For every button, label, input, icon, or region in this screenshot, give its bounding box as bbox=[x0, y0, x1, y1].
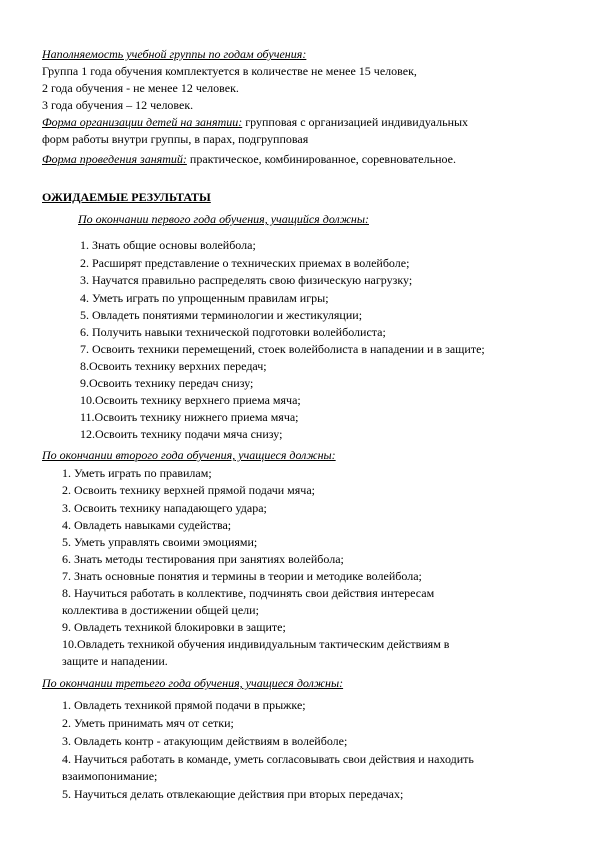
year3-item: 2. Уметь принимать мяч от сетки; bbox=[62, 716, 234, 730]
year2-item: 9. Овладеть техникой блокировки в защите; bbox=[62, 620, 286, 634]
results-title: ОЖИДАЕМЫЕ РЕЗУЛЬТАТЫ bbox=[42, 190, 211, 204]
year1-item: 1. Знать общие основы волейбола; bbox=[80, 238, 256, 252]
group-line-1: Группа 1 года обучения комплектуется в количестве не менее 15 человек, bbox=[42, 64, 417, 78]
year2-item-continuation: защите и нападении. bbox=[62, 654, 168, 668]
year2-item: 2. Освоить технику верхней прямой подачи мяча; bbox=[62, 483, 315, 497]
org-form-label: Форма организации детей на занятии: bbox=[42, 115, 243, 129]
year2-item: 1. Уметь играть по правилам; bbox=[62, 466, 212, 480]
year1-item: 2. Расширят представление о технических приемах в волейболе; bbox=[80, 256, 410, 270]
year3-item: 4. Научиться работать в команде, уметь согласовывать свои действия и находить bbox=[62, 752, 474, 766]
year1-item: 11.Освоить технику нижнего приема мяча; bbox=[80, 410, 299, 424]
year2-item: 10.Овладеть техникой обучения индивидуальным тактическим действиям в bbox=[62, 637, 450, 651]
year3-item: 5. Научиться делать отвлекающие действия при вторых передачах; bbox=[62, 787, 404, 801]
year1-heading: По окончании первого года обучения, учащийся должны: bbox=[78, 212, 369, 226]
year3-item: 3. Овладеть контр - атакующим действиям в волейболе; bbox=[62, 734, 348, 748]
occupancy-heading: Наполняемость учебной группы по годам обучения: bbox=[42, 47, 307, 61]
year2-item: 6. Знать методы тестирования при занятиях волейбола; bbox=[62, 552, 344, 566]
year2-heading: По окончании второго года обучения, учащиеся должны: bbox=[42, 448, 336, 462]
year2-item: 4. Овладеть навыками судейства; bbox=[62, 518, 232, 532]
year2-item: 5. Уметь управлять своими эмоциями; bbox=[62, 535, 258, 549]
conduct-form-label: Форма проведения занятий: bbox=[42, 152, 187, 166]
year2-item-continuation: коллектива в достижении общей цели; bbox=[62, 603, 259, 617]
year1-item: 7. Освоить техники перемещений, стоек волейболиста в нападении и в защите; bbox=[80, 342, 485, 356]
year3-heading: По окончании третьего года обучения, учащиеся должны: bbox=[42, 676, 344, 690]
year1-item: 3. Научатся правильно распределять свою физическую нагрузку; bbox=[80, 273, 413, 287]
year1-item: 10.Освоить технику верхнего приема мяча; bbox=[80, 393, 301, 407]
year1-item: 12.Освоить технику подачи мяча снизу; bbox=[80, 427, 283, 441]
year1-item: 4. Уметь играть по упрощенным правилам игры; bbox=[80, 291, 329, 305]
org-form-continuation: форм работы внутри группы, в парах, подгрупповая bbox=[42, 132, 309, 146]
year1-item: 5. Овладеть понятиями терминологии и жестикуляции; bbox=[80, 308, 363, 322]
year1-item: 6. Получить навыки технической подготовки волейболиста; bbox=[80, 325, 386, 339]
year3-item: 1. Овладеть техникой прямой подачи в прыжке; bbox=[62, 698, 306, 712]
group-line-3: 3 года обучения – 12 человек. bbox=[42, 98, 194, 112]
year1-item: 8.Освоить технику верхних передач; bbox=[80, 359, 267, 373]
year3-item-continuation: взаимопонимание; bbox=[62, 769, 158, 783]
year2-item: 3. Освоить технику нападающего удара; bbox=[62, 501, 267, 515]
conduct-form-text: практическое, комбинированное, соревновательное. bbox=[186, 152, 456, 166]
group-line-2: 2 года обучения - не менее 12 человек. bbox=[42, 81, 239, 95]
year1-item: 9.Освоить технику передач снизу; bbox=[80, 376, 254, 390]
conduct-form-line bbox=[42, 152, 456, 166]
year2-item: 8. Научиться работать в коллективе, подчинять свои действия интересам bbox=[62, 586, 435, 600]
org-form-text: групповая с организацией индивидуальных bbox=[242, 115, 469, 129]
org-form-line bbox=[42, 115, 468, 129]
year2-item: 7. Знать основные понятия и термины в теории и методике волейбола; bbox=[62, 569, 422, 583]
